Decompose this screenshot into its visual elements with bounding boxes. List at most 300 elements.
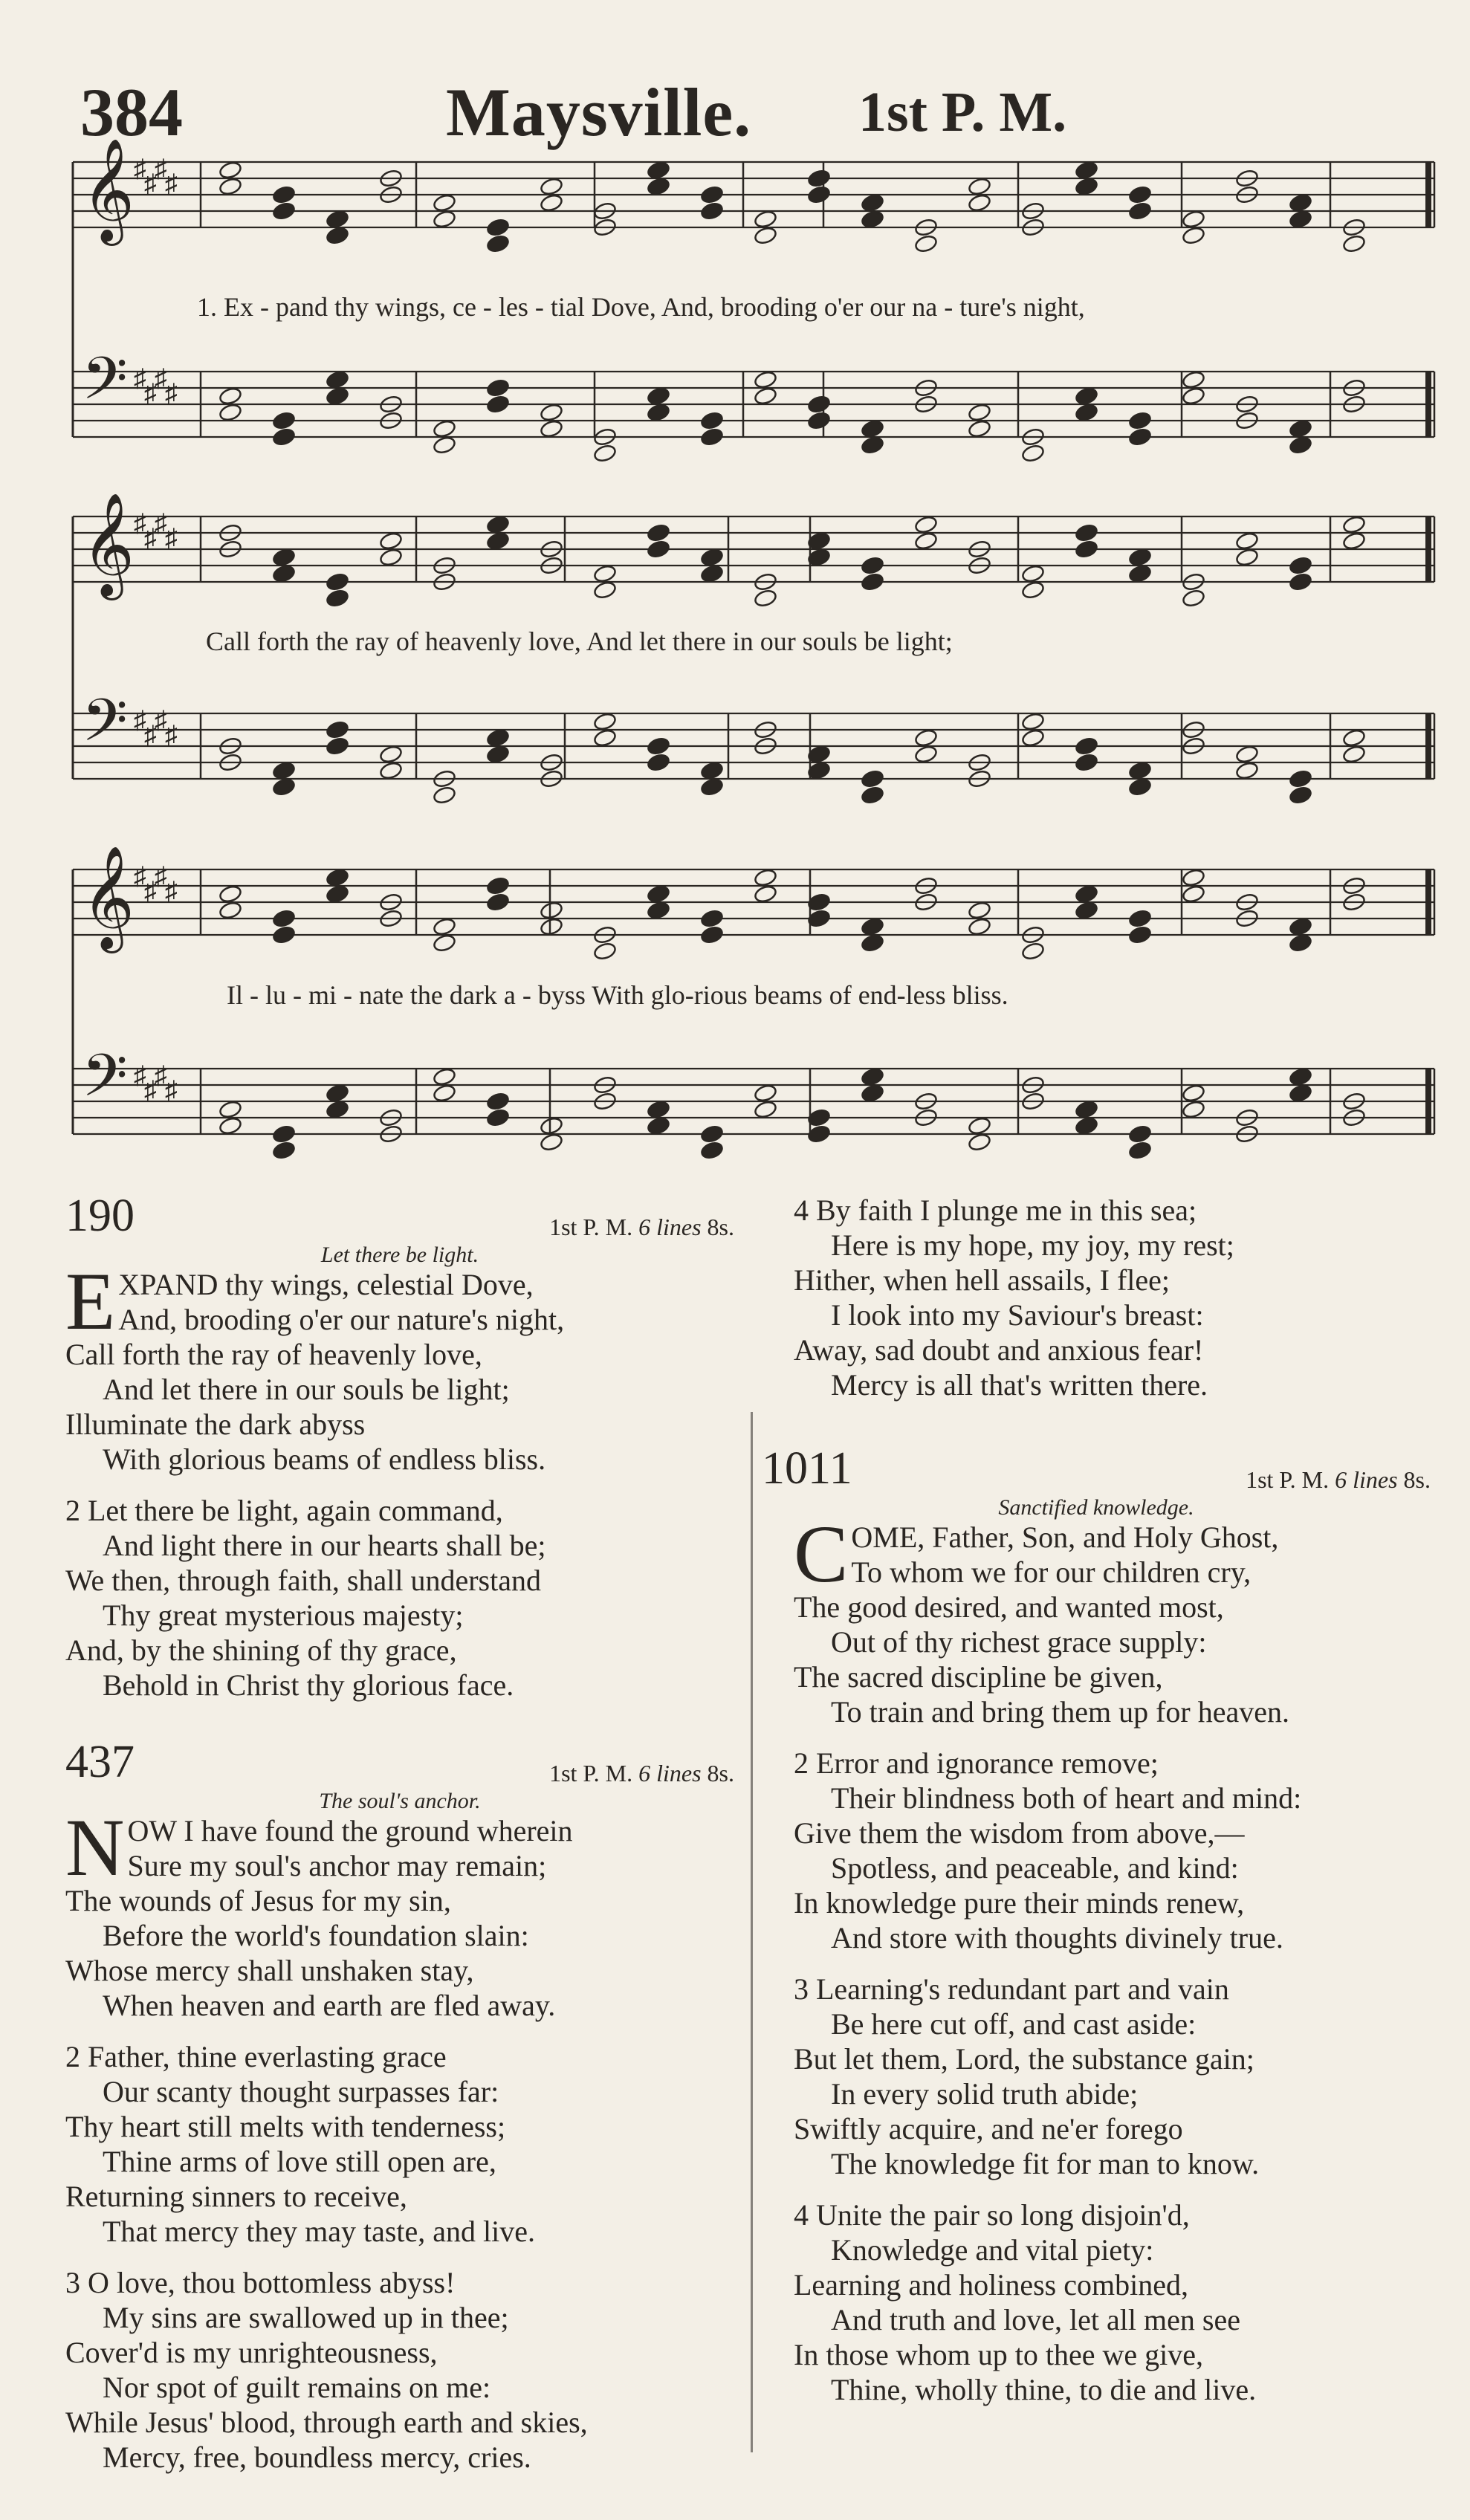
hymn-line: Learning and holiness combined, bbox=[794, 2268, 1188, 2302]
note-head bbox=[272, 185, 296, 204]
note-head bbox=[807, 185, 831, 204]
hymn-line: With glorious beams of endless bliss. bbox=[103, 1442, 546, 1476]
hymn-line: Hither, when hell assails, I flee; bbox=[794, 1263, 1171, 1297]
note-head bbox=[486, 234, 510, 253]
note-head bbox=[326, 1084, 349, 1103]
note-head bbox=[1342, 515, 1366, 534]
note-head bbox=[700, 909, 724, 928]
hymn-number: 437 bbox=[65, 1737, 135, 1787]
note-head bbox=[272, 777, 296, 797]
hymn-437 bbox=[65, 1739, 734, 2512]
note-head bbox=[433, 1067, 456, 1086]
note-head bbox=[486, 876, 510, 895]
hymn-line: Behold in Christ thy glorious face. bbox=[103, 1668, 514, 1702]
page-number: 384 bbox=[80, 74, 183, 150]
note-head bbox=[272, 427, 296, 447]
note-head bbox=[379, 761, 403, 780]
note-head bbox=[647, 403, 670, 422]
note-head bbox=[1075, 386, 1098, 406]
note-head bbox=[433, 1084, 456, 1103]
note-head bbox=[218, 901, 242, 920]
music-score bbox=[0, 0, 1470, 1159]
lyric-line-2: Call forth the ray of heavenly love, And let there in our souls be light; bbox=[206, 626, 953, 656]
note-head bbox=[754, 386, 777, 406]
note-head bbox=[700, 185, 724, 204]
hymn-line: Thy heart still melts with tenderness; bbox=[65, 2110, 506, 2143]
hymn-subtitle: The soul's anchor. bbox=[319, 1789, 481, 1813]
note-head bbox=[540, 177, 563, 196]
hymn-text bbox=[65, 1802, 734, 2475]
note-head bbox=[914, 234, 938, 253]
note-head bbox=[486, 728, 510, 748]
note-head bbox=[1128, 548, 1152, 567]
note-head bbox=[1289, 769, 1312, 788]
note-head bbox=[754, 884, 777, 904]
note-head bbox=[1182, 386, 1205, 406]
note-head bbox=[861, 210, 884, 229]
note-head bbox=[272, 909, 296, 928]
note-head bbox=[218, 386, 242, 406]
note-head bbox=[968, 917, 991, 936]
note-head bbox=[1182, 884, 1205, 904]
hymn-subtitle: Sanctified knowledge. bbox=[998, 1495, 1194, 1520]
note-head bbox=[647, 884, 670, 904]
hymn-1011 bbox=[762, 1445, 1431, 2501]
hymn-line bbox=[794, 1955, 1431, 1972]
note-head bbox=[272, 548, 296, 567]
note-head bbox=[700, 1141, 724, 1159]
note-head bbox=[1075, 901, 1098, 920]
note-head bbox=[1075, 1100, 1098, 1119]
note-head bbox=[593, 444, 617, 463]
hymn-line: 3 Learning's redundant part and vain bbox=[794, 1972, 1229, 2006]
hymn-line: When heaven and earth are fled away. bbox=[103, 1989, 556, 2022]
final-bar bbox=[1425, 372, 1431, 437]
final-bar bbox=[1425, 1069, 1431, 1134]
hymn-line: Illuminate the dark abyss bbox=[65, 1408, 366, 1441]
note-head bbox=[968, 1116, 991, 1136]
note-head bbox=[1182, 589, 1205, 608]
sharp-icon: ♯ bbox=[134, 1062, 146, 1089]
sharp-icon: ♯ bbox=[144, 722, 157, 749]
note-head bbox=[700, 1124, 724, 1144]
note-head bbox=[433, 193, 456, 213]
note-head bbox=[1289, 1084, 1312, 1103]
note-head bbox=[647, 753, 670, 772]
note-head bbox=[1075, 540, 1098, 559]
note-head bbox=[754, 1084, 777, 1103]
note-head bbox=[1128, 427, 1152, 447]
note-head bbox=[1289, 419, 1312, 438]
sharp-icon: ♯ bbox=[165, 1077, 178, 1104]
note-head bbox=[1289, 193, 1312, 213]
note-head bbox=[861, 1084, 884, 1103]
note-head bbox=[1128, 185, 1152, 204]
hymn-line: In those whom up to thee we give, bbox=[794, 2338, 1203, 2371]
note-head bbox=[1128, 925, 1152, 945]
note-head bbox=[914, 515, 938, 534]
hymn-text bbox=[65, 1256, 734, 1703]
note-head bbox=[700, 564, 724, 583]
note-head bbox=[593, 728, 617, 748]
hymn-line: 3 O love, thou bottomless abyss! bbox=[65, 2266, 456, 2299]
note-head bbox=[754, 1100, 777, 1119]
note-head bbox=[968, 1133, 991, 1152]
sharp-icon: ♯ bbox=[165, 380, 178, 407]
note-head bbox=[1075, 753, 1098, 772]
sharp-icon: ♯ bbox=[165, 722, 178, 749]
note-head bbox=[1289, 1067, 1312, 1086]
note-head bbox=[1182, 1084, 1205, 1103]
note-head bbox=[326, 226, 349, 245]
sharp-icon: ♯ bbox=[155, 510, 167, 537]
note-head bbox=[540, 193, 563, 213]
note-head bbox=[486, 1092, 510, 1111]
hymn-number: 1011 bbox=[762, 1443, 852, 1494]
hymn-line: And let there in our souls be light; bbox=[103, 1373, 510, 1406]
sharp-icon: ♯ bbox=[155, 155, 167, 183]
note-head bbox=[1182, 226, 1205, 245]
lyric-line-1: 1. Ex - pand thy wings, ce - les - tial Dove, And, brooding o'er our na - ture's night, bbox=[197, 292, 1085, 322]
note-head bbox=[807, 395, 831, 414]
sharp-icon: ♯ bbox=[134, 707, 146, 734]
note-head bbox=[700, 427, 724, 447]
sharp-icon: ♯ bbox=[155, 365, 167, 392]
sharp-icon: ♯ bbox=[155, 863, 167, 890]
sharp-icon: ♯ bbox=[144, 380, 157, 407]
note-head bbox=[754, 868, 777, 887]
hymn-text bbox=[794, 1193, 1440, 1402]
note-head bbox=[486, 893, 510, 912]
note-head bbox=[379, 745, 403, 764]
note-head bbox=[700, 548, 724, 567]
hymn-line: Swiftly acquire, and ne'er forego bbox=[794, 2112, 1183, 2145]
note-head bbox=[433, 210, 456, 229]
hymn-line: Mercy is all that's written there. bbox=[831, 1368, 1208, 1402]
note-head bbox=[593, 564, 617, 583]
hymn-line: Here is my hope, my joy, my rest; bbox=[831, 1228, 1234, 1262]
note-head bbox=[1075, 523, 1098, 542]
drop-cap: C bbox=[794, 1509, 849, 1599]
hymn-line: OME, Father, Son, and Holy Ghost, bbox=[851, 1520, 1279, 1554]
hymn-line: Whose mercy shall unshaken stay, bbox=[65, 1954, 474, 1987]
column-divider bbox=[751, 1412, 753, 2452]
hymn-line: OW I have found the ground wherein bbox=[127, 1814, 573, 1847]
hymn-line: And store with thoughts divinely true. bbox=[831, 1921, 1283, 1954]
note-head bbox=[861, 786, 884, 805]
note-head bbox=[593, 712, 617, 731]
note-head bbox=[486, 218, 510, 237]
note-head bbox=[807, 169, 831, 188]
hymn-text bbox=[794, 1509, 1431, 2407]
hymn-line bbox=[794, 2181, 1431, 2197]
note-head bbox=[593, 942, 617, 961]
hymn-437-continued bbox=[794, 1193, 1440, 1416]
note-head bbox=[433, 933, 456, 953]
note-head bbox=[914, 531, 938, 551]
note-head bbox=[326, 1100, 349, 1119]
note-head bbox=[218, 161, 242, 180]
drop-cap: E bbox=[65, 1256, 116, 1347]
hymn-line: And, brooding o'er our nature's night, bbox=[118, 1303, 565, 1336]
note-head bbox=[700, 925, 724, 945]
note-head bbox=[218, 884, 242, 904]
note-head bbox=[700, 761, 724, 780]
note-head bbox=[700, 777, 724, 797]
hymn-line: The knowledge fit for man to know. bbox=[831, 2147, 1260, 2180]
note-head bbox=[218, 1116, 242, 1136]
note-head bbox=[540, 901, 563, 920]
note-head bbox=[647, 1116, 670, 1136]
note-head bbox=[1235, 548, 1259, 567]
note-head bbox=[326, 370, 349, 389]
note-head bbox=[1021, 728, 1045, 748]
note-head bbox=[326, 720, 349, 739]
sharp-icon: ♯ bbox=[155, 1062, 167, 1089]
note-head bbox=[1182, 370, 1205, 389]
hymn-line: But let them, Lord, the substance gain; bbox=[794, 2042, 1254, 2076]
note-head bbox=[272, 925, 296, 945]
hymn-line bbox=[794, 1729, 1431, 1746]
note-head bbox=[1128, 909, 1152, 928]
hymn-line: My sins are swallowed up in thee; bbox=[103, 2301, 509, 2334]
bass-clef-icon: 𝄢 bbox=[82, 686, 128, 769]
sharp-icon: ♯ bbox=[144, 878, 157, 905]
note-head bbox=[326, 868, 349, 887]
hymn-line: Away, sad doubt and anxious fear! bbox=[794, 1333, 1204, 1367]
hymn-line: Nor spot of guilt remains on me: bbox=[103, 2371, 491, 2404]
note-head bbox=[968, 193, 991, 213]
note-head bbox=[968, 403, 991, 422]
hymn-line: Out of thy richest grace supply: bbox=[831, 1625, 1207, 1659]
note-head bbox=[1289, 435, 1312, 455]
note-head bbox=[486, 745, 510, 764]
hymn-line: In every solid truth abide; bbox=[831, 2077, 1139, 2111]
note-head bbox=[1128, 564, 1152, 583]
note-head bbox=[1182, 868, 1205, 887]
note-head bbox=[486, 515, 510, 534]
note-head bbox=[1075, 736, 1098, 756]
hymn-line: That mercy they may taste, and live. bbox=[103, 2215, 536, 2248]
tune-title: Maysville. bbox=[446, 74, 752, 150]
note-head bbox=[486, 395, 510, 414]
hymn-line: 2 Let there be light, again command, bbox=[65, 1494, 503, 1527]
hymn-line: The good desired, and wanted most, bbox=[794, 1590, 1224, 1624]
note-head bbox=[326, 572, 349, 592]
note-head bbox=[861, 769, 884, 788]
note-head bbox=[379, 548, 403, 567]
hymn-line: In knowledge pure their minds renew, bbox=[794, 1886, 1245, 1920]
hymn-meter: 1st P. M. 6 lines 8s. bbox=[1246, 1466, 1431, 1493]
hymn-line: Returning sinners to receive, bbox=[65, 2180, 407, 2213]
hymn-line: Our scanty thought surpasses far: bbox=[103, 2075, 499, 2108]
hymn-line: 2 Father, thine everlasting grace bbox=[65, 2040, 447, 2073]
sharp-icon: ♯ bbox=[165, 170, 178, 198]
treble-clef-icon: 𝄞 bbox=[82, 138, 135, 242]
hymn-meter: 1st P. M. 6 lines 8s. bbox=[549, 1760, 734, 1787]
note-head bbox=[861, 572, 884, 592]
note-head bbox=[326, 884, 349, 904]
hymn-number: 190 bbox=[65, 1191, 135, 1241]
note-head bbox=[593, 580, 617, 600]
note-head bbox=[1021, 580, 1045, 600]
note-head bbox=[1342, 745, 1366, 764]
sharp-icon: ♯ bbox=[134, 365, 146, 392]
note-head bbox=[218, 1100, 242, 1119]
hymn-line: Call forth the ray of heavenly love, bbox=[65, 1338, 482, 1371]
note-head bbox=[486, 1108, 510, 1127]
note-head bbox=[861, 193, 884, 213]
note-head bbox=[1289, 933, 1312, 953]
hymn-line: And, by the shining of thy grace, bbox=[65, 1633, 457, 1667]
note-head bbox=[1075, 161, 1098, 180]
note-head bbox=[861, 435, 884, 455]
note-head bbox=[1289, 556, 1312, 575]
note-head bbox=[1182, 1100, 1205, 1119]
note-head bbox=[647, 1100, 670, 1119]
note-head bbox=[1021, 444, 1045, 463]
sharp-icon: ♯ bbox=[144, 525, 157, 552]
note-head bbox=[861, 933, 884, 953]
sharp-icon: ♯ bbox=[155, 707, 167, 734]
note-head bbox=[1289, 572, 1312, 592]
final-bar bbox=[1425, 713, 1431, 779]
note-head bbox=[486, 378, 510, 398]
hymn-line: 4 Unite the pair so long disjoin'd, bbox=[794, 2198, 1190, 2232]
note-head bbox=[1128, 761, 1152, 780]
note-head bbox=[647, 523, 670, 542]
note-head bbox=[861, 556, 884, 575]
note-head bbox=[647, 901, 670, 920]
hymn-line: The wounds of Jesus for my sin, bbox=[65, 1884, 451, 1917]
hymn-line: Be here cut off, and cast aside: bbox=[831, 2007, 1197, 2041]
hymn-line bbox=[65, 1477, 734, 1493]
note-head bbox=[1342, 531, 1366, 551]
note-head bbox=[647, 736, 670, 756]
note-head bbox=[754, 370, 777, 389]
hymn-line: To whom we for our children cry, bbox=[851, 1555, 1252, 1589]
hymn-meter: 1st P. M. 6 lines 8s. bbox=[549, 1214, 734, 1240]
note-head bbox=[433, 917, 456, 936]
hymn-line bbox=[65, 2249, 734, 2265]
hymn-line: Mercy, free, boundless mercy, cries. bbox=[103, 2440, 531, 2474]
final-bar bbox=[1425, 162, 1431, 227]
hymn-line: And light there in our hearts shall be; bbox=[103, 1529, 546, 1562]
note-head bbox=[218, 177, 242, 196]
note-head bbox=[1342, 234, 1366, 253]
hymn-line: Before the world's foundation slain: bbox=[103, 1919, 529, 1952]
note-head bbox=[326, 386, 349, 406]
hymn-line: 4 By faith I plunge me in this sea; bbox=[794, 1193, 1197, 1227]
note-head bbox=[647, 540, 670, 559]
hymn-line: Spotless, and peaceable, and kind: bbox=[831, 1851, 1239, 1885]
note-head bbox=[1235, 745, 1259, 764]
note-head bbox=[1289, 786, 1312, 805]
note-head bbox=[272, 201, 296, 221]
note-head bbox=[326, 210, 349, 229]
hymn-line: We then, through faith, shall understand bbox=[65, 1564, 541, 1597]
treble-clef-icon: 𝄞 bbox=[82, 493, 135, 596]
hymn-line: I look into my Saviour's breast: bbox=[831, 1298, 1204, 1332]
note-head bbox=[1235, 761, 1259, 780]
hymn-line: To train and bring them up for heaven. bbox=[831, 1695, 1290, 1729]
sharp-icon: ♯ bbox=[165, 878, 178, 905]
note-head bbox=[861, 419, 884, 438]
note-head bbox=[1128, 1124, 1152, 1144]
note-head bbox=[326, 589, 349, 608]
note-head bbox=[1128, 777, 1152, 797]
sharp-icon: ♯ bbox=[134, 155, 146, 183]
note-head bbox=[379, 531, 403, 551]
note-head bbox=[272, 1141, 296, 1159]
note-head bbox=[754, 226, 777, 245]
sharp-icon: ♯ bbox=[165, 525, 178, 552]
note-head bbox=[486, 531, 510, 551]
hymn-line: And truth and love, let all men see bbox=[831, 2303, 1240, 2336]
note-head bbox=[540, 1133, 563, 1152]
note-head bbox=[272, 564, 296, 583]
note-head bbox=[540, 403, 563, 422]
note-head bbox=[272, 761, 296, 780]
sharp-icon: ♯ bbox=[134, 863, 146, 890]
note-head bbox=[647, 161, 670, 180]
hymn-line bbox=[65, 2023, 734, 2039]
note-head bbox=[1342, 728, 1366, 748]
sharp-icon: ♯ bbox=[144, 1077, 157, 1104]
note-head bbox=[540, 1116, 563, 1136]
sharp-icon: ♯ bbox=[134, 510, 146, 537]
note-head bbox=[1075, 177, 1098, 196]
note-head bbox=[1235, 531, 1259, 551]
note-head bbox=[218, 403, 242, 422]
bass-clef-icon: 𝄢 bbox=[82, 344, 128, 427]
hymn-line: Their blindness both of heart and mind: bbox=[831, 1781, 1302, 1815]
note-head bbox=[540, 419, 563, 438]
hymn-line: Thine arms of love still open are, bbox=[103, 2145, 496, 2178]
note-head bbox=[1128, 201, 1152, 221]
note-head bbox=[1075, 884, 1098, 904]
note-head bbox=[754, 589, 777, 608]
note-head bbox=[540, 917, 563, 936]
note-head bbox=[807, 411, 831, 430]
hymn-line: The sacred discipline be given, bbox=[794, 1660, 1163, 1694]
hymn-line: Cover'd is my unrighteousness, bbox=[65, 2336, 438, 2369]
sharp-icon: ♯ bbox=[144, 170, 157, 198]
note-head bbox=[433, 435, 456, 455]
note-head bbox=[272, 411, 296, 430]
note-head bbox=[1021, 564, 1045, 583]
note-head bbox=[1289, 917, 1312, 936]
note-head bbox=[861, 1067, 884, 1086]
hymn-line: Thine, wholly thine, to die and live. bbox=[831, 2373, 1257, 2406]
note-head bbox=[1021, 712, 1045, 731]
hymn-line: Knowledge and vital piety: bbox=[831, 2233, 1154, 2267]
note-head bbox=[914, 728, 938, 748]
note-head bbox=[1128, 411, 1152, 430]
hymn-line: 2 Error and ignorance remove; bbox=[794, 1746, 1159, 1780]
final-bar bbox=[1425, 869, 1431, 935]
hymn-line: Give them the wisdom from above,— bbox=[794, 1816, 1245, 1850]
note-head bbox=[754, 210, 777, 229]
final-bar bbox=[1425, 516, 1431, 582]
note-head bbox=[968, 177, 991, 196]
hymn-line: While Jesus' blood, through earth and skies, bbox=[65, 2406, 588, 2439]
bass-clef-icon: 𝄢 bbox=[82, 1041, 128, 1124]
note-head bbox=[647, 177, 670, 196]
note-head bbox=[1021, 942, 1045, 961]
hymn-subtitle: Let there be light. bbox=[320, 1243, 479, 1267]
note-head bbox=[968, 901, 991, 920]
